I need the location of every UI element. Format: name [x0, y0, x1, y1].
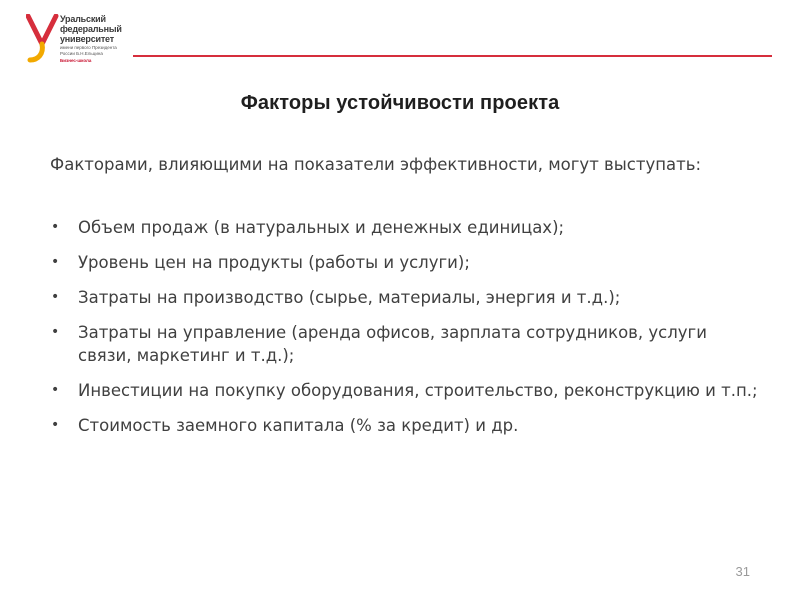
list-item — [50, 251, 760, 274]
bullet-icon: • — [51, 324, 60, 340]
logo-subtitle-line: имени первого Президента — [60, 45, 117, 50]
list-item-text: Уровень цен на продукты (работы и услуги); — [78, 253, 470, 272]
page-number: 31 — [735, 564, 750, 579]
list-item-text: Затраты на производство (сырье, материалы, энергия и т.д.); — [78, 288, 621, 307]
bullet-icon: • — [51, 289, 60, 305]
list-item-text: Объем продаж (в натуральных и денежных единицах); — [78, 218, 565, 237]
list-item — [50, 379, 760, 402]
logo-school-name: Бизнес-школа — [60, 57, 92, 63]
bullet-icon: • — [51, 254, 60, 270]
list-item-text: Затраты на управление (аренда офисов, зарплата сотрудников, услуги связи, маркетинг и т.д.); — [78, 323, 707, 365]
list-item — [50, 216, 760, 239]
logo-name-line: федеральный — [60, 24, 122, 34]
logo-name-line: Уральский — [60, 14, 106, 24]
logo-name-line: университет — [60, 34, 114, 44]
header-divider — [133, 55, 772, 57]
list-item — [50, 286, 760, 309]
list-item — [50, 321, 760, 367]
list-item-text: Стоимость заемного капитала (% за кредит) и др. — [78, 416, 519, 435]
list-item — [50, 414, 760, 437]
bullet-icon: • — [51, 382, 60, 398]
factors-list — [50, 216, 760, 449]
bullet-icon: • — [51, 417, 60, 433]
intro-paragraph: Факторами, влияющими на показатели эффективности, могут выступать: — [50, 155, 702, 174]
bullet-icon: • — [51, 219, 60, 235]
logo-subtitle-line: России Б.Н.Ельцина — [60, 51, 103, 57]
slide-title: Факторы устойчивости проекта — [240, 92, 560, 114]
university-logo-icon — [26, 14, 60, 64]
university-logo-text — [60, 14, 140, 64]
list-item-text: Инвестиции на покупку оборудования, строительство, реконструкцию и т.п.; — [78, 381, 758, 400]
